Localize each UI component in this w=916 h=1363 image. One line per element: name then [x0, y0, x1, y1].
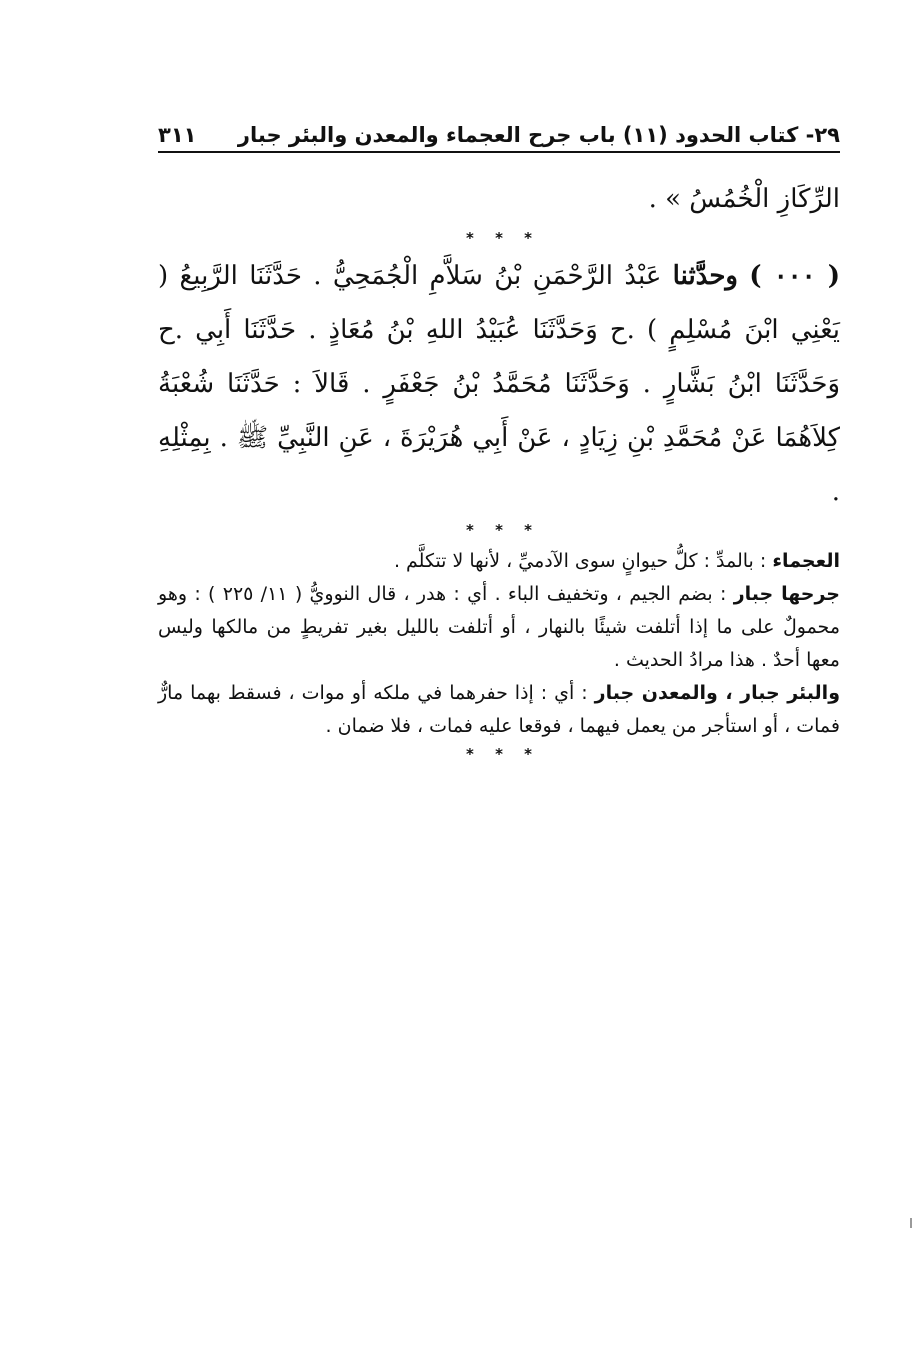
- header-rule: [158, 151, 840, 153]
- previous-hadith-ending: الرِّكَازِ الْخُمُسُ » .: [648, 184, 840, 214]
- hadith-number: ( ٠٠٠ ): [749, 261, 841, 291]
- section-separator: * * *: [466, 521, 540, 539]
- section-separator: * * *: [466, 745, 540, 763]
- hadith-text-paragraph: [158, 249, 840, 519]
- commentary-paragraph: [158, 578, 840, 677]
- commentary-text: : بالمدِّ : كلُّ حيوانٍ سوى الآدميِّ ، لأنها لا تتكلَّم .: [393, 550, 767, 572]
- commentary-text: : أي : إذا حفرهما في ملكه أو موات ، فسقط بهما مارٌّ فمات ، أو استأجر من يعمل فيهما ، فوقعا عليه فمات ، فلا ضمان .: [158, 682, 840, 737]
- page-number: ٣١١: [158, 123, 197, 147]
- commentary: [158, 545, 840, 743]
- page-body: [158, 172, 840, 765]
- hadith: [158, 249, 840, 519]
- commentary-term: العجماء: [772, 550, 840, 572]
- hadith-text: عَبْدُ الرَّحْمَنِ بْنُ سَلاَّمِ الْجُمَحِيُّ . حَدَّثَنَا الرَّبِيعُ ( يَعْنِي ابْنَ مُسْلِمٍ ) .ح وَحَدَّثَنَا عُبَيْدُ اللهِ بْنُ مُعَاذٍ . حَدَّثَنَا أَبِي .ح وَحَدَّثَنَا ابْنُ بَشَّارٍ . وَحَدَّثَنَا مُحَمَّدُ بْنُ جَعْفَرٍ . قَالاَ : حَدَّثَنَا شُعْبَةُ كِلاَهُمَا عَنْ مُحَمَّدِ بْنِ زِيَادٍ ، عَنْ أَبِي هُرَيْرَةَ ، عَنِ النَّبِيِّ ﷺ . بِمِثْلِهِ .: [158, 261, 840, 507]
- running-header: [158, 112, 840, 150]
- chapter-title: ٢٩- كتاب الحدود (١١) باب جرح العجماء والمعدن والبئر جبار: [237, 123, 840, 147]
- commentary-text: : بضم الجيم ، وتخفيف الباء . أي : هدر ، قال النوويُّ ( ١١/ ٢٢٥ ) : وهو محمولٌ على ما إذا أتلفت شيئًا بالنهار ، أو أتلفت بالليل بغير تفريطٍ من مالكها وليس معها أحدٌ . هذا مرادُ الحديث .: [158, 583, 840, 671]
- commentary-term: جرحها جبار: [733, 583, 840, 605]
- scan-edge-mark: [910, 1218, 912, 1228]
- commentary-term: والبئر جبار ، والمعدن جبار: [594, 682, 841, 704]
- hadith-lead: وحدَّثنا: [672, 261, 738, 291]
- commentary-paragraph: [158, 677, 840, 743]
- commentary-paragraph: [158, 545, 840, 578]
- section-separator: * * *: [466, 229, 540, 247]
